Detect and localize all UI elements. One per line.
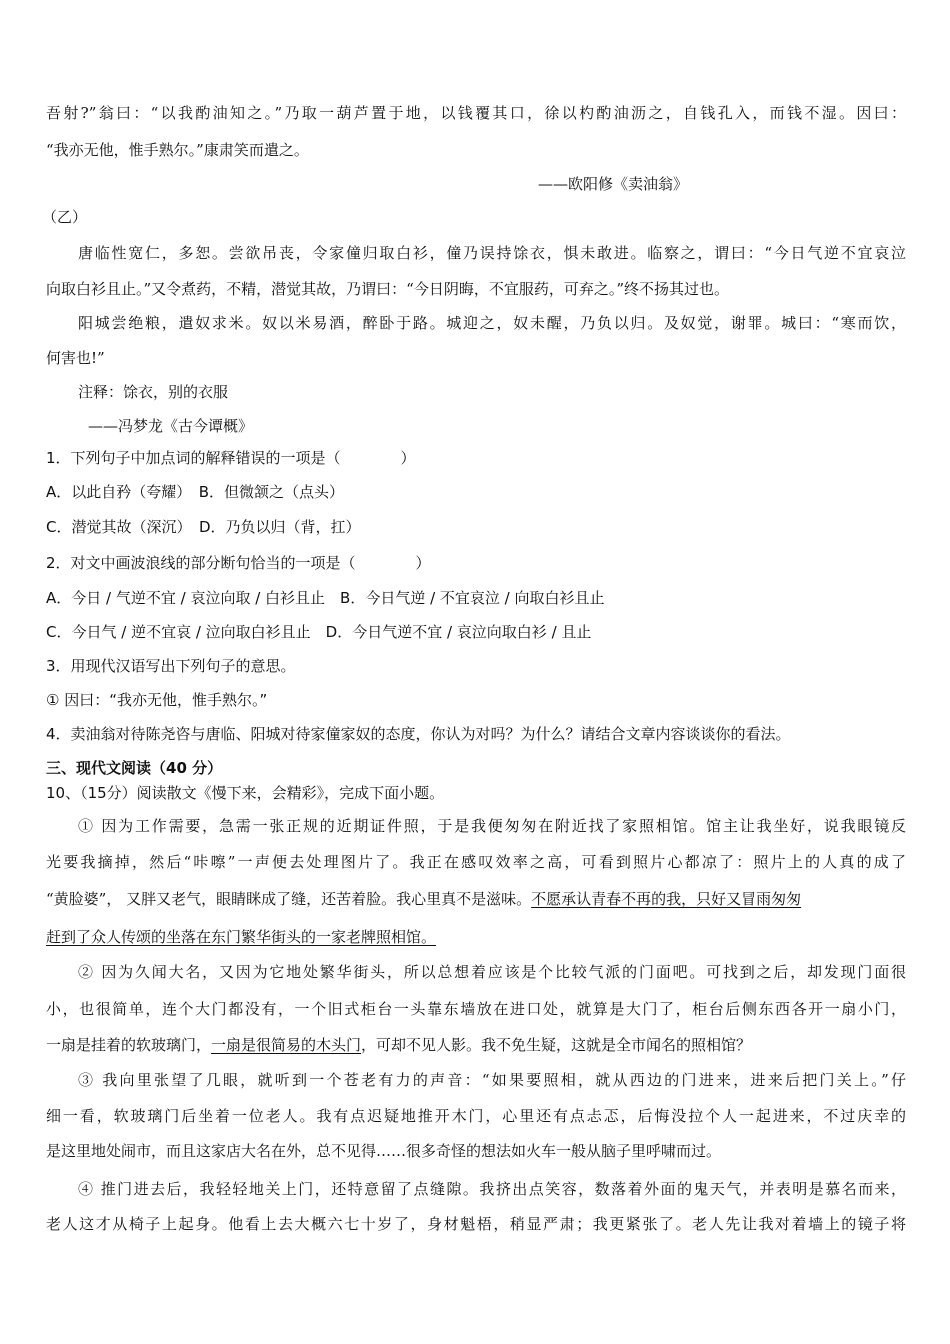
para-1-line-3 <box>46 889 801 909</box>
para-1-line-2: 光要我摘掉，然后“咔嚓”一声便去处理图片了。我正在感叹效率之高，可看到照片心都凉了：照片上的人真的成了 <box>46 853 906 871</box>
para-2-line-3 <box>46 1035 751 1055</box>
question-2-options-ab: A．今日 / 气逆不宜 / 哀泣向取 / 白衫且止 B．今日气逆 / 不宜哀泣 / 向取白衫且止 <box>46 589 605 607</box>
yi-label: （乙） <box>42 208 88 226</box>
question-2: 2．对文中画波浪线的部分断句恰当的一项是（ ） <box>46 554 431 572</box>
yi-p1-line-2: 向取白衫且止。”又令煮药，不精，潜觉其故，乃谓曰：“今日阴晦，不宜服药，可弃之。”终不扬其过也。 <box>46 280 730 298</box>
question-10: 10、（15分）阅读散文《慢下来，会精彩》，完成下面小题。 <box>46 784 445 802</box>
para-3-line-3: 是这里地处闹市，而且这家店大名在外，总不见得……很多奇怪的想法如火车一般从脑子里呼啸而过。 <box>46 1142 722 1160</box>
para-2-line-3-pre: 一扇是挂着的软玻璃门， <box>46 1036 212 1054</box>
para-3-line-2: 细一看，软玻璃门后坐着一位老人。我有点迟疑地推开木门，心里还有点忐忑，后悔没拉个人一起进来，不过庆幸的 <box>46 1107 906 1125</box>
question-1-options-cd: C．潜觉其故（深沉） D．乃负以归（背，扛） <box>46 518 361 536</box>
para-2-underlined-phrase: 一扇是很简易的木头门 <box>211 1036 362 1054</box>
para-1-line-3-text: “黄脸婆”， 又胖又老气，眼睛眯成了缝，还苦着脸。我心里真不是滋味。 <box>46 890 532 908</box>
question-4: 4．卖油翁对待陈尧咨与唐临、阳城对待家僮家奴的态度，你认为对吗？为什么？请结合文章内容谈谈你的看法。 <box>46 725 791 743</box>
yi-source: ——冯梦龙《古今谭概》 <box>88 417 254 435</box>
yi-p1-line-1: 唐临性宽仁，多恕。尝欲吊丧，令家僮归取白衫，僮乃误持馀衣，惧未敢进。临察之，谓曰：“今日气逆不宜哀泣 <box>78 244 906 262</box>
jia-line-2: “我亦无他，惟手熟尔。”康肃笑而遣之。 <box>46 141 309 159</box>
yi-p2-line-1: 阳城尝绝粮，遣奴求米。奴以米易酒，醉卧于路。城迎之，奴未醒，乃负以归。及奴觉，谢罪。城曰：“寒而饮， <box>78 314 906 332</box>
section-3-heading: 三、现代文阅读（40 分） <box>46 759 223 777</box>
para-1-underlined-sentence-start: 不愿承认青春不再的我，只好又冒雨匆匆 <box>531 890 802 908</box>
para-4-line-1: ④ 推门进去后，我轻轻地关上门，还特意留了点缝隙。我挤出点笑容，数落着外面的鬼天气，并表明是慕名而来， <box>78 1180 906 1198</box>
para-1-line-1: ① 因为工作需要，急需一张正规的近期证件照，于是我便匆匆在附近找了家照相馆。馆主让我坐好，说我眼镜反 <box>78 817 906 835</box>
yi-note: 注释：馀衣，别的衣服 <box>78 383 229 401</box>
yi-p2-line-2: 何害也!” <box>46 349 105 367</box>
question-1: 1．下列句子中加点词的解释错误的一项是（ ） <box>46 449 416 467</box>
question-1-options-ab: A．以此自矜（夸耀） B．但微颔之（点头） <box>46 483 345 501</box>
para-4-line-2: 老人这才从椅子上起身。他看上去大概六七十岁了，身材魁梧，稍显严肃；我更紧张了。老人先让我对着墙上的镜子将 <box>46 1215 906 1233</box>
para-2-line-3-post: ，可却不见人影。我不免生疑，这就是全市闻名的照相馆？ <box>361 1036 752 1054</box>
para-1-underlined-sentence-end: 赶到了众人传颂的坐落在东门繁华街头的一家老牌照相馆。 <box>46 928 437 946</box>
question-2-options-cd: C．今日气 / 逆不宜哀 / 泣向取白衫且止 D．今日气逆不宜 / 哀泣向取白衫 / 且止 <box>46 623 592 641</box>
jia-line-1: 吾射?”翁曰：“以我酌油知之。”乃取一葫芦置于地，以钱覆其口，徐以杓酌油沥之，自钱孔入，而钱不湿。因曰： <box>46 104 906 122</box>
para-2-line-1: ② 因为久闻大名，又因为它地处繁华街头，所以总想着应该是个比较气派的门面吧。可找到之后，却发现门面很 <box>78 963 906 981</box>
para-3-line-1: ③ 我向里张望了几眼，就听到一个苍老有力的声音：“如果要照相，就从西边的门进来，进来后把门关上。”仔 <box>78 1071 906 1089</box>
question-3-item: ① 因曰：“我亦无他，惟手熟尔。” <box>46 691 268 709</box>
question-3: 3．用现代汉语写出下列句子的意思。 <box>46 657 296 675</box>
para-2-line-2: 小，也很简单，连个大门都没有，一个旧式柜台一头靠东墙放在进口处，就算是大门了，柜台后侧东西各开一扇小门， <box>46 1000 906 1018</box>
jia-source: ——欧阳修《卖油翁》 <box>538 175 689 193</box>
